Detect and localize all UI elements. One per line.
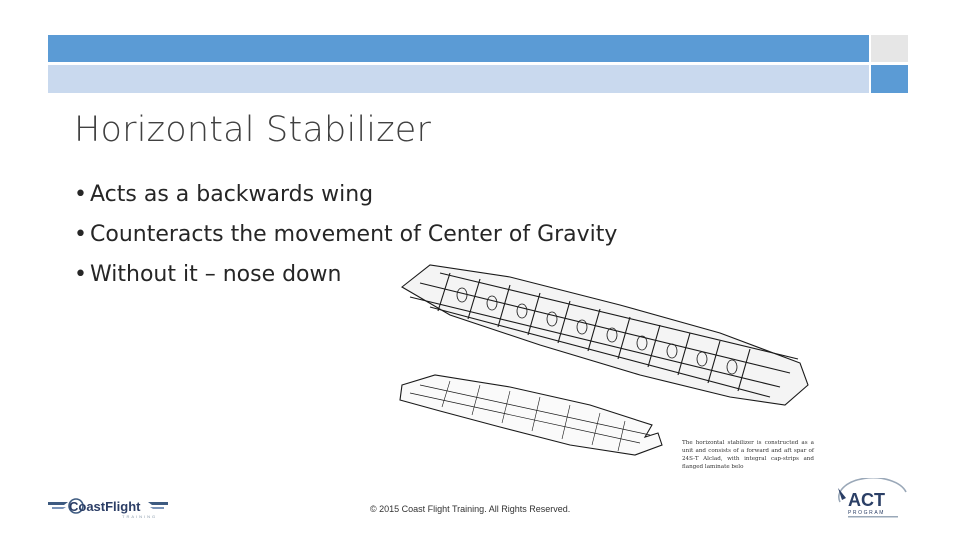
bullet-item: • Without it – nose down [74, 258, 617, 298]
copyright-footer: © 2015 Coast Flight Training. All Rights Reserved. [370, 504, 571, 514]
act-logo-text: ACT [848, 490, 885, 510]
coastflight-logo [46, 492, 170, 520]
coastflight-logo-subtext: TRAINING [122, 514, 158, 519]
header-bar-top-end [871, 35, 908, 62]
bullet-item: • Counteracts the movement of Center of Gravity [74, 218, 617, 258]
header-bar-top [48, 35, 869, 62]
coastflight-logo-text: CoastFlight [69, 499, 141, 514]
header-bar-secondary [48, 65, 869, 93]
bullet-item: • Acts as a backwards wing [74, 178, 617, 218]
slide-title: Horizontal Stabilizer [74, 110, 432, 150]
bullet-dot: • [74, 222, 87, 247]
act-logo-subtext: PROGRAM [848, 510, 886, 516]
act-program-logo [832, 478, 912, 522]
header-bar-secondary-end [871, 65, 908, 93]
bullet-dot: • [74, 262, 87, 287]
bullet-dot: • [74, 182, 87, 207]
stabilizer-structure-drawing [390, 255, 820, 470]
figure-caption: The horizontal stabilizer is constructed as a unit and consists of a forward and aft spar of 24S-T Alclad, with integral cap-strips and flanged laminate belo [682, 440, 814, 470]
